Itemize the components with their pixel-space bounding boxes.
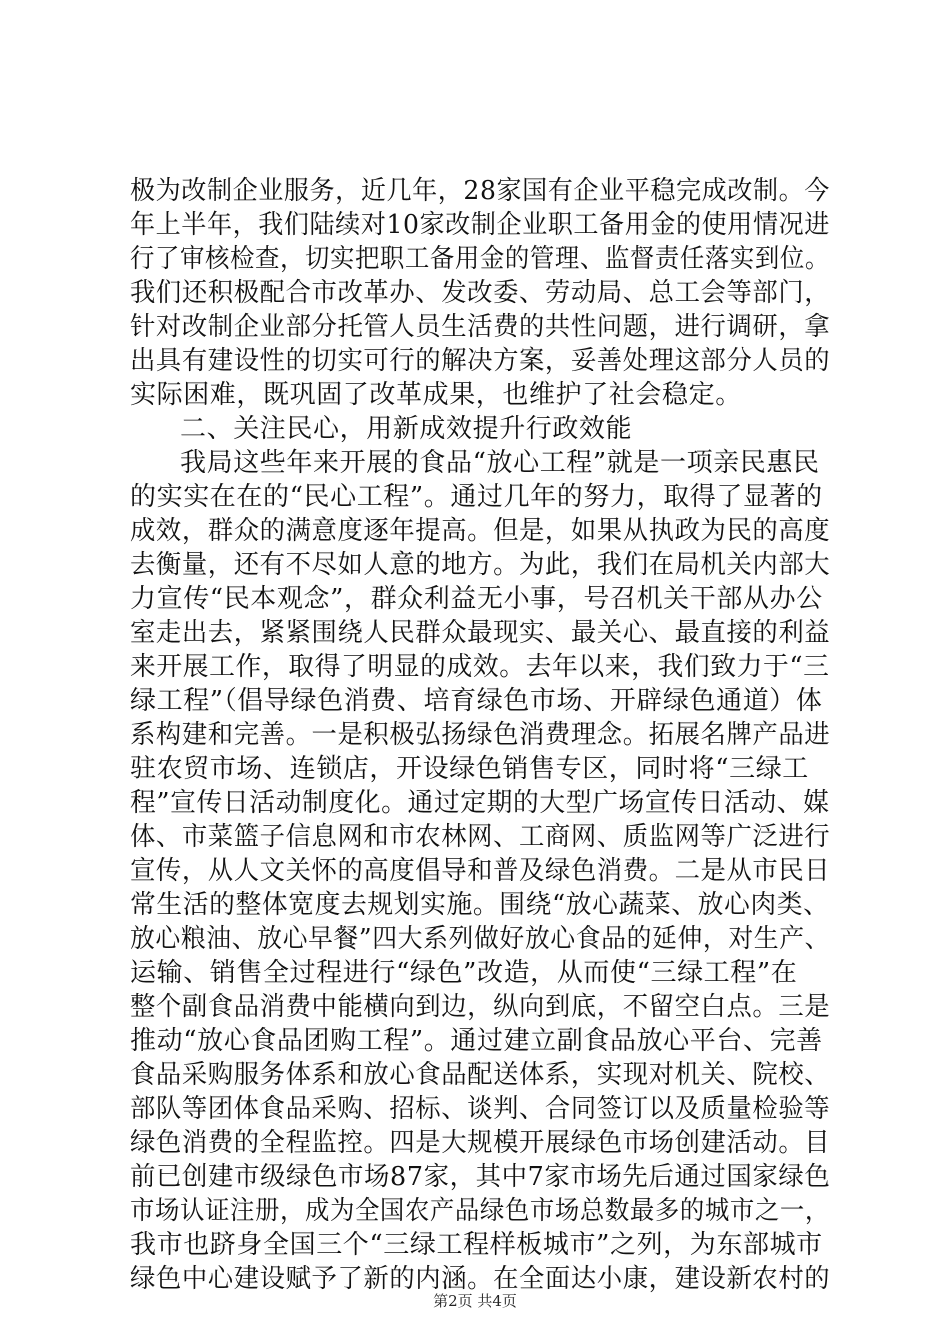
text-line: 整个副食品消费中能横向到边，纵向到底，不留空白点。三是 — [130, 992, 831, 1022]
text-line: 绿工程”（倡导绿色消费、培育绿色市场、开辟绿色通道）体 — [130, 686, 823, 716]
text-line: 室走出去，紧紧围绕人民群众最现实、最关心、最直接的利益 — [130, 618, 831, 648]
text-line: 力宣传“民本观念”，群众利益无小事，号召机关干部从办公 — [130, 584, 823, 614]
text-line: 前已创建市级绿色市场87家，其中7家市场先后通过国家绿色 — [130, 1162, 831, 1192]
page-indicator: 第2页 共4页 — [433, 1292, 517, 1310]
text-line: 我市也跻身全国三个“三绿工程样板城市”之列，为东部城市 — [130, 1230, 823, 1260]
text-line: 驻农贸市场、连锁店，开设绿色销售专区，同时将“三绿工 — [130, 754, 809, 784]
text-line: 绿色消费的全程监控。四是大规模开展绿色市场创建活动。目 — [130, 1128, 831, 1158]
text-line: 针对改制企业部分托管人员生活费的共性问题，进行调研，拿 — [130, 312, 831, 342]
text-line: 的实实在在的“民心工程”。通过几年的努力，取得了显著的 — [130, 482, 823, 512]
text-line: 运输、销售全过程进行“绿色”改造，从而使“三绿工程”在 — [130, 958, 798, 988]
text-line: 我们还积极配合市改革办、发改委、劳动局、总工会等部门， — [130, 278, 831, 308]
text-line: 程”宣传日活动制度化。通过定期的大型广场宣传日活动、媒 — [130, 788, 830, 818]
section-heading: 二、关注民心，用新成效提升行政效能 — [180, 414, 633, 444]
text-line: 来开展工作，取得了明显的成效。去年以来，我们致力于“三 — [130, 652, 830, 682]
text-line: 实际困难，既巩固了改革成果，也维护了社会稳定。 — [130, 380, 742, 410]
text-line: 我局这些年来开展的食品“放心工程”就是一项亲民惠民 — [180, 448, 820, 478]
page-footer — [0, 1291, 950, 1311]
text-line: 市场认证注册，成为全国农产品绿色市场总数最多的城市之一， — [130, 1196, 830, 1226]
text-line: 常生活的整体宽度去规划实施。围绕“放心蔬菜、放心肉类、 — [130, 890, 830, 920]
text-line: 推动“放心食品团购工程”。通过建立副食品放心平台、完善 — [130, 1026, 823, 1056]
text-line: 行了审核检查，切实把职工备用金的管理、监督责任落实到位。 — [130, 244, 830, 274]
text-line: 极为改制企业服务，近几年，28家国有企业平稳完成改制。今 — [130, 176, 830, 206]
text-line: 食品采购服务体系和放心食品配送体系，实现对机关、院校、 — [130, 1060, 831, 1090]
text-line: 系构建和完善。一是积极弘扬绿色消费理念。拓展名牌产品进 — [130, 720, 831, 750]
text-line: 放心粮油、放心早餐”四大系列做好放心食品的延伸，对生产、 — [130, 924, 831, 954]
text-line: 部队等团体食品采购、招标、谈判、合同签订以及质量检验等 — [130, 1094, 831, 1124]
text-line: 出具有建设性的切实可行的解决方案，妥善处理这部分人员的 — [130, 346, 831, 376]
text-line: 宣传，从人文关怀的高度倡导和普及绿色消费。二是从市民日 — [130, 856, 831, 886]
text-line: 成效，群众的满意度逐年提高。但是，如果从执政为民的高度 — [130, 516, 831, 546]
text-line: 去衡量，还有不尽如人意的地方。为此，我们在局机关内部大 — [130, 550, 831, 580]
text-line: 体、市菜篮子信息网和市农林网、工商网、质监网等广泛进行 — [130, 822, 831, 852]
text-line: 年上半年，我们陆续对10家改制企业职工备用金的使用情况进 — [130, 210, 830, 240]
text-line: 绿色中心建设赋予了新的内涵。在全面达小康，建设新农村的 — [130, 1264, 831, 1294]
